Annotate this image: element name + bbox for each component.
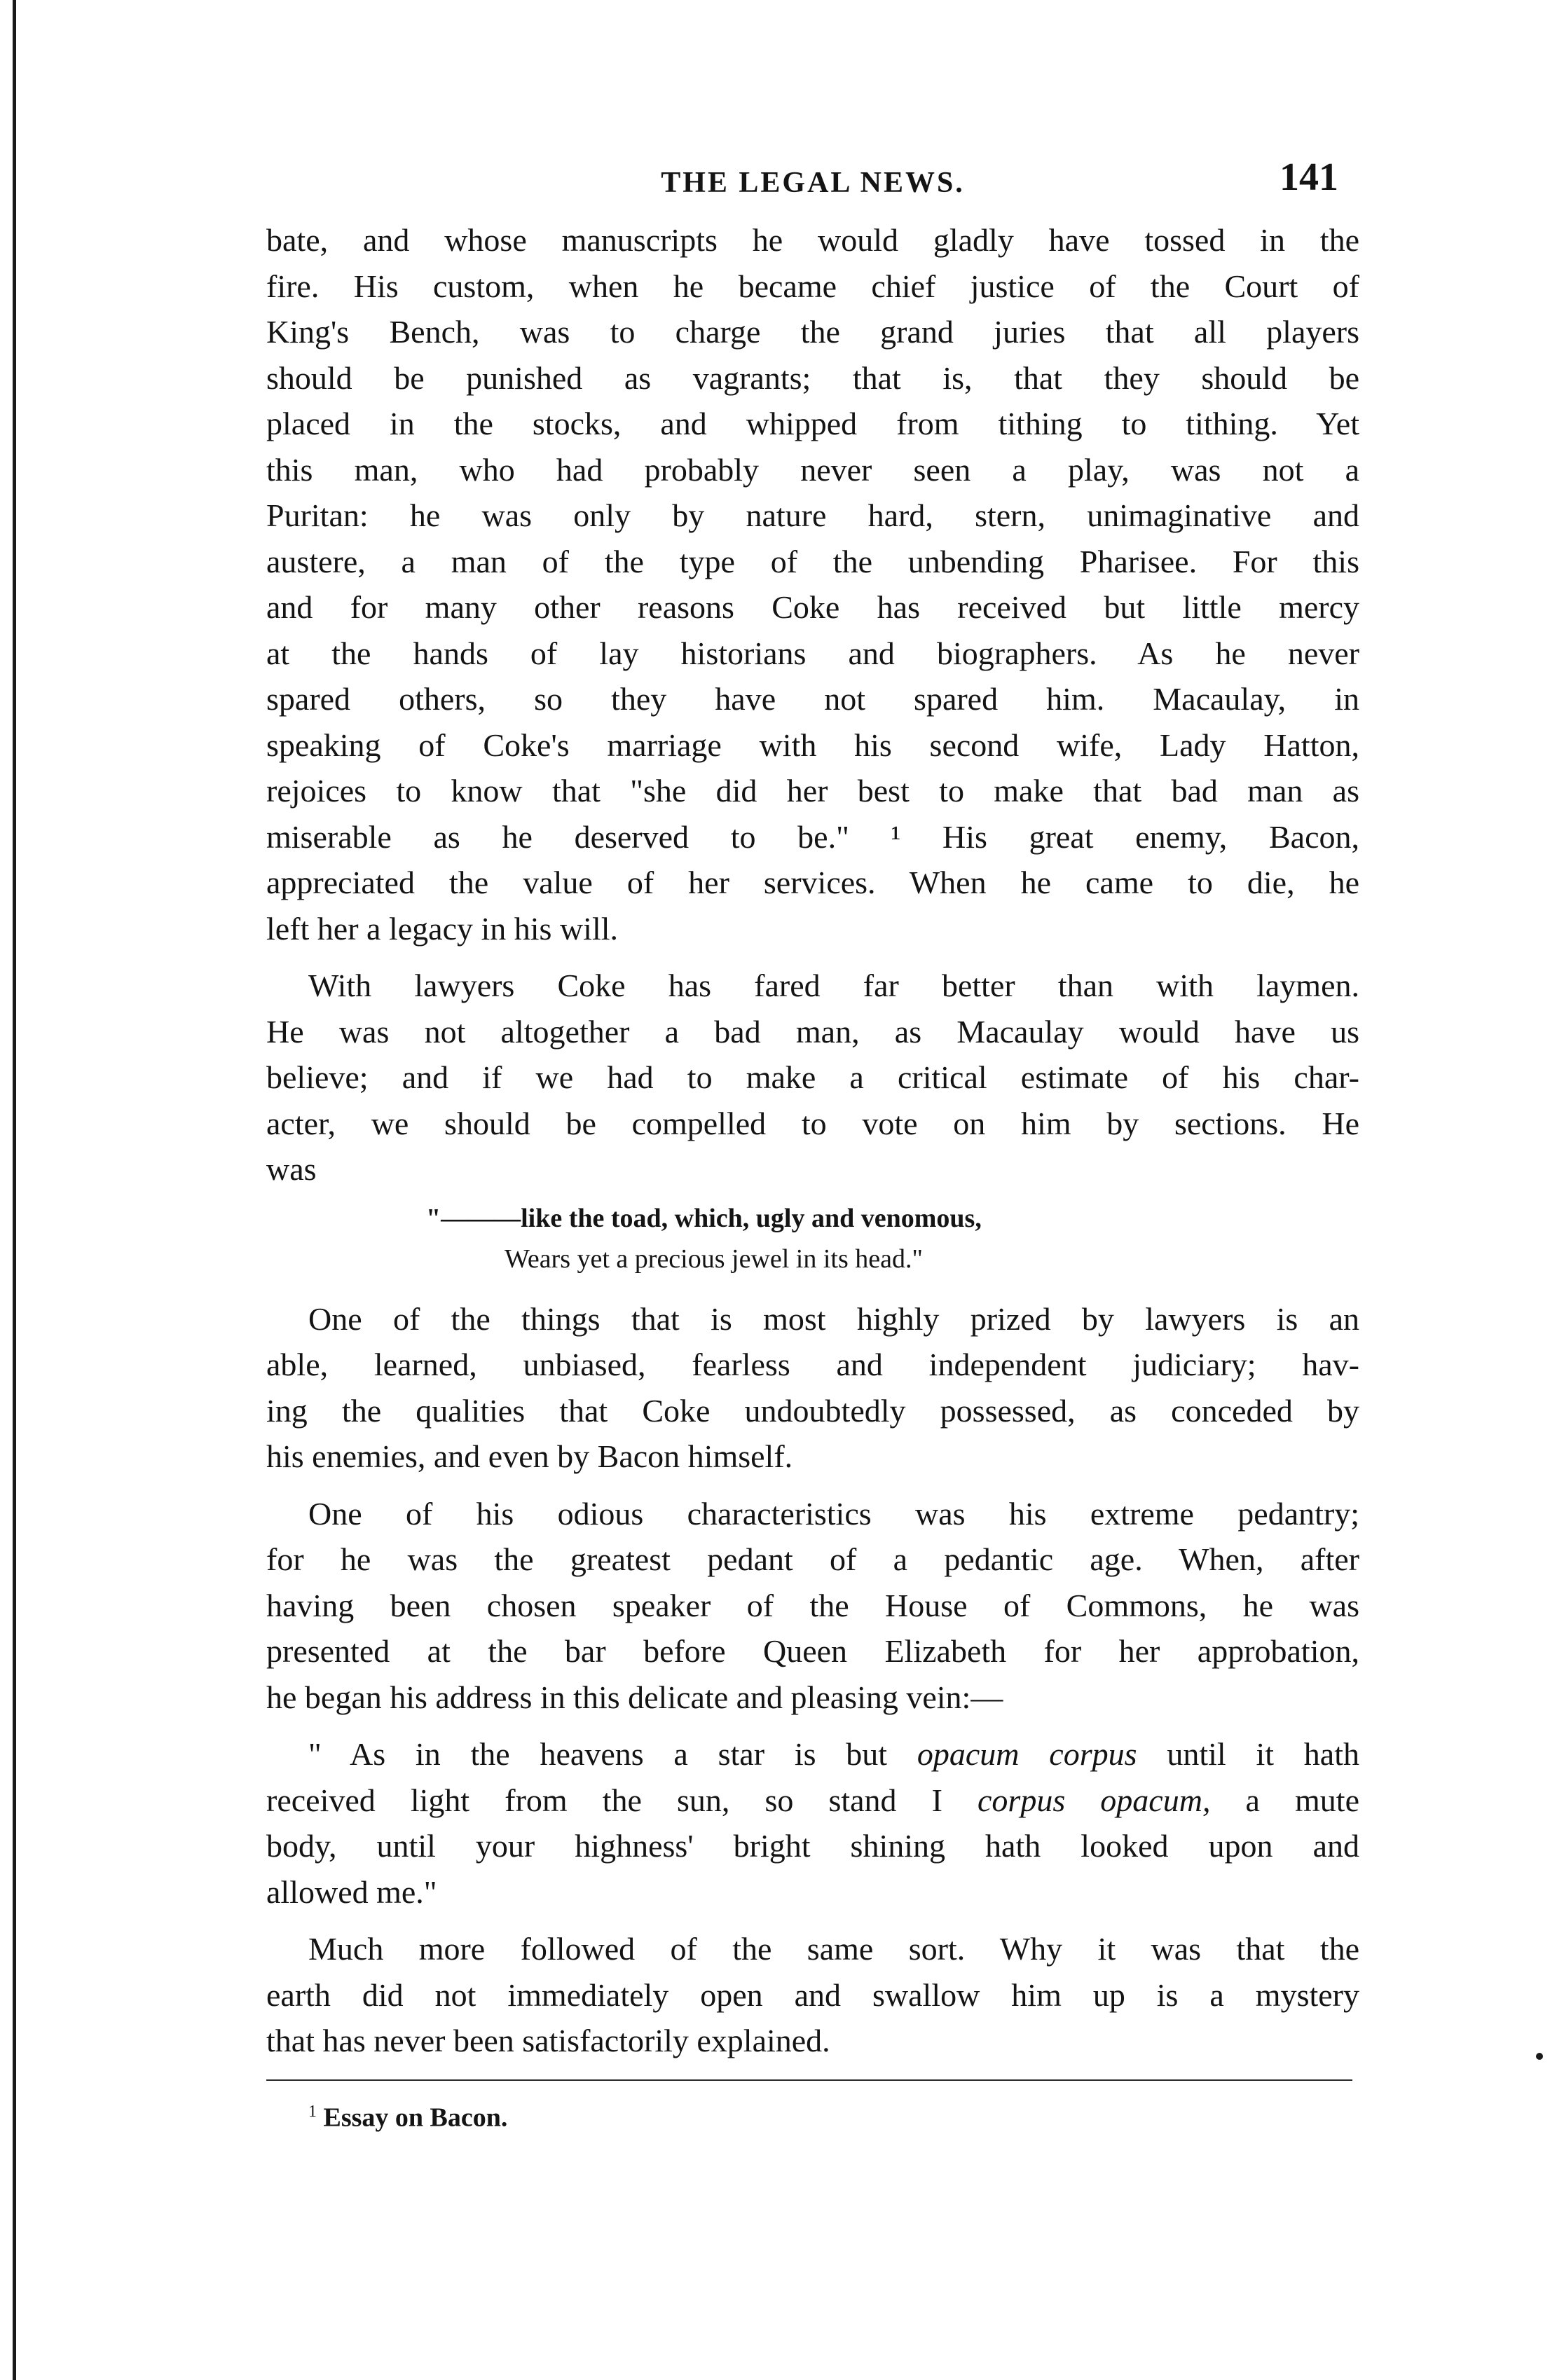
footnote [266, 2092, 1359, 2138]
paragraph-4 [266, 1491, 1359, 1721]
verse-line: "———like the toad, which, ugly and venomous, [426, 1203, 982, 1233]
text-line: believe; and if we had to make a critical estimate of his char- [266, 1059, 1359, 1095]
latin-phrase: corpus opacum, [978, 1782, 1211, 1818]
text-line: he began his address in this delicate and pleasing vein:— [266, 1679, 1003, 1715]
binding-edge [13, 0, 16, 2380]
text-line: fire. His custom, when he became chief justice of the Court of [266, 268, 1359, 304]
text-line: austere, a man of the type of the unbending Pharisee. For this [266, 543, 1359, 579]
text-line: spared others, so they have not spared him. Macaulay, in [266, 681, 1359, 717]
text-line: One of the things that is most highly prized by lawyers is an [308, 1300, 1359, 1337]
text-line: Puritan: he was only by nature hard, stern, unimaginative and [266, 497, 1359, 533]
verse-quotation [266, 1198, 1359, 1279]
text-line: and for many other reasons Coke has received but little mercy [266, 589, 1359, 625]
running-head [266, 151, 1359, 217]
text-line: placed in the stocks, and whipped from tithing to tithing. Yet [266, 406, 1359, 441]
text-line: bate, and whose manuscripts he would gladly have tossed in the [266, 222, 1359, 258]
quote-text: a mute [1210, 1782, 1359, 1818]
text-line: earth did not immediately open and swallow him up is a mystery [266, 1976, 1359, 2013]
paragraph-2 [266, 963, 1359, 1192]
text-line [266, 1731, 1359, 1777]
footnote-marker: 1 [308, 2102, 317, 2121]
page-number: 141 [1280, 156, 1338, 199]
text-line: that has never been satisfactorily explained. [266, 2023, 830, 2058]
text-line: speaking of Coke's marriage with his second wife, Lady Hatton, [266, 727, 1359, 763]
paragraph-closing [266, 1926, 1359, 2064]
footnote-rule [266, 2079, 1352, 2081]
text-line: having been chosen speaker of the House of Commons, he was [266, 1587, 1359, 1623]
text-line: able, learned, unbiased, fearless and independent judiciary; hav- [266, 1347, 1359, 1382]
paragraph-1 [266, 217, 1359, 951]
text-line: rejoices to know that "she did her best to make that bad man as [266, 773, 1359, 809]
text-line: He was not altogether a bad man, as Macaulay would have us [266, 1013, 1359, 1050]
verse-line: Wears yet a precious jewel in its head." [505, 1244, 924, 1274]
text-line: at the hands of lay historians and biographers. As he never [266, 635, 1359, 671]
text-line: should be punished as vagrants; that is, that they should be [266, 359, 1359, 396]
text-line: presented at the bar before Queen Elizabeth for her approbation, [266, 1633, 1359, 1669]
text-line: for he was the greatest pedant of a pedantic age. When, after [266, 1541, 1359, 1577]
text-line: this man, who had probably never seen a play, was not a [266, 451, 1359, 488]
text-line: miserable as he deserved to be." ¹ His great enemy, Bacon, [266, 818, 1359, 855]
text-line: his enemies, and even by Bacon himself. [266, 1438, 793, 1474]
quote-text: " As in the heavens a star is but [308, 1736, 917, 1772]
running-title: THE LEGAL NEWS. [661, 167, 965, 199]
text-line: appreciated the value of her services. When he came to die, he [266, 865, 1359, 900]
text-line: acter, we should be compelled to vote on him by sections. He [266, 1105, 1359, 1141]
quote-text: received light from the sun, so stand I [266, 1782, 978, 1818]
text-line: King's Bench, was to charge the grand juries that all players [266, 314, 1359, 350]
text-line: body, until your highness' bright shining hath looked upon and [266, 1828, 1359, 1864]
text-line: left her a legacy in his will. [266, 910, 619, 947]
text-line: allowed me." [266, 1873, 437, 1910]
footnote-text: Essay on Bacon. [317, 2103, 508, 2133]
quoted-address [266, 1731, 1359, 1915]
paragraph-3 [266, 1296, 1359, 1480]
quote-text: until it hath [1137, 1736, 1359, 1772]
text-line [266, 1777, 1359, 1824]
end-mark-dot [1536, 2053, 1543, 2060]
text-line: ing the qualities that Coke undoubtedly possessed, as conceded by [266, 1392, 1359, 1429]
text-line: One of his odious characteristics was his extreme pedantry; [308, 1495, 1359, 1532]
text-line: Much more followed of the same sort. Why it was that the [308, 1931, 1359, 1967]
latin-phrase: opacum corpus [917, 1736, 1137, 1772]
book-page [266, 151, 1359, 2137]
text-line: was [266, 1151, 317, 1187]
text-line: With lawyers Coke has fared far better than with laymen. [308, 968, 1359, 1003]
